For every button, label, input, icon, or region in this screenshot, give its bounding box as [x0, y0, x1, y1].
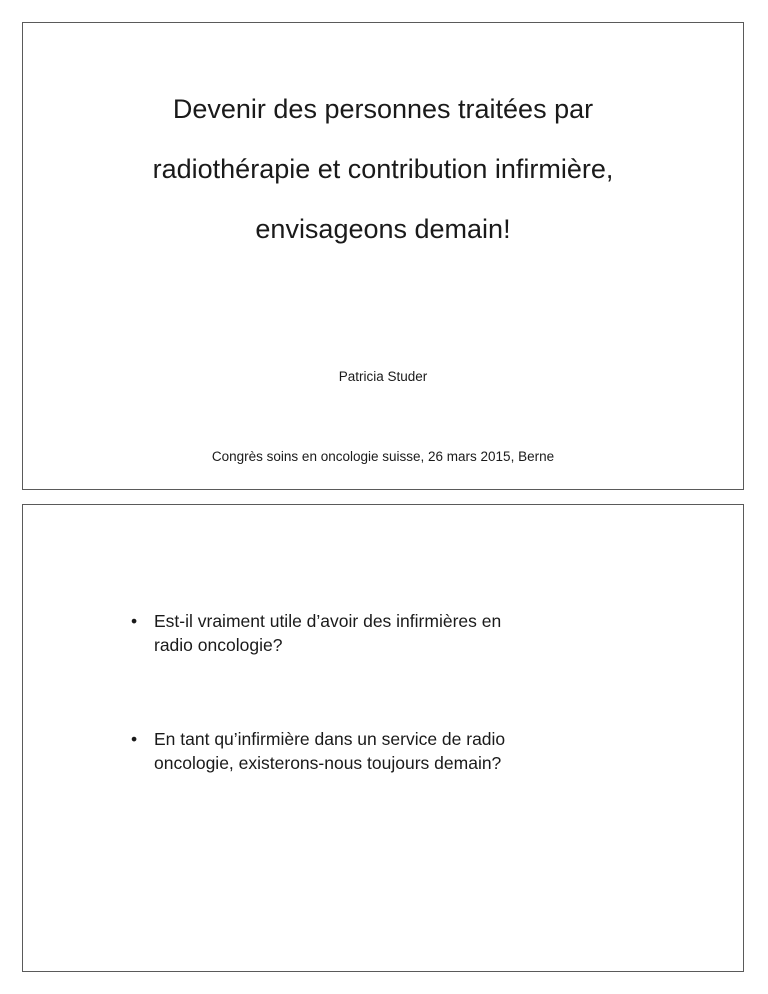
author-name: Patricia Studer [338, 369, 428, 384]
bullet-line: oncologie, existerons-nous toujours demain? [154, 753, 502, 773]
slide-title-line: Devenir des personnes traitées par [172, 94, 594, 124]
slide-title-line: radiothérapie et contribution infirmière, [152, 154, 614, 184]
bullet-item [128, 609, 628, 657]
bullet-line: Est-il vraiment utile d’avoir des infirmières en [154, 611, 502, 631]
title-slide [22, 22, 744, 490]
slide-title-line: envisageons demain! [255, 214, 511, 244]
conference-info: Congrès soins en oncologie suisse, 26 mars 2015, Berne [211, 449, 555, 464]
bullet-line: En tant qu’infirmière dans un service de radio [154, 729, 506, 749]
bullet-line: radio oncologie? [154, 635, 283, 655]
slide-title [23, 79, 743, 259]
bullet-icon: • [131, 611, 138, 631]
bullet-icon: • [131, 729, 138, 749]
questions-slide [22, 504, 744, 972]
bullet-list [128, 609, 628, 775]
bullet-item [128, 727, 628, 775]
